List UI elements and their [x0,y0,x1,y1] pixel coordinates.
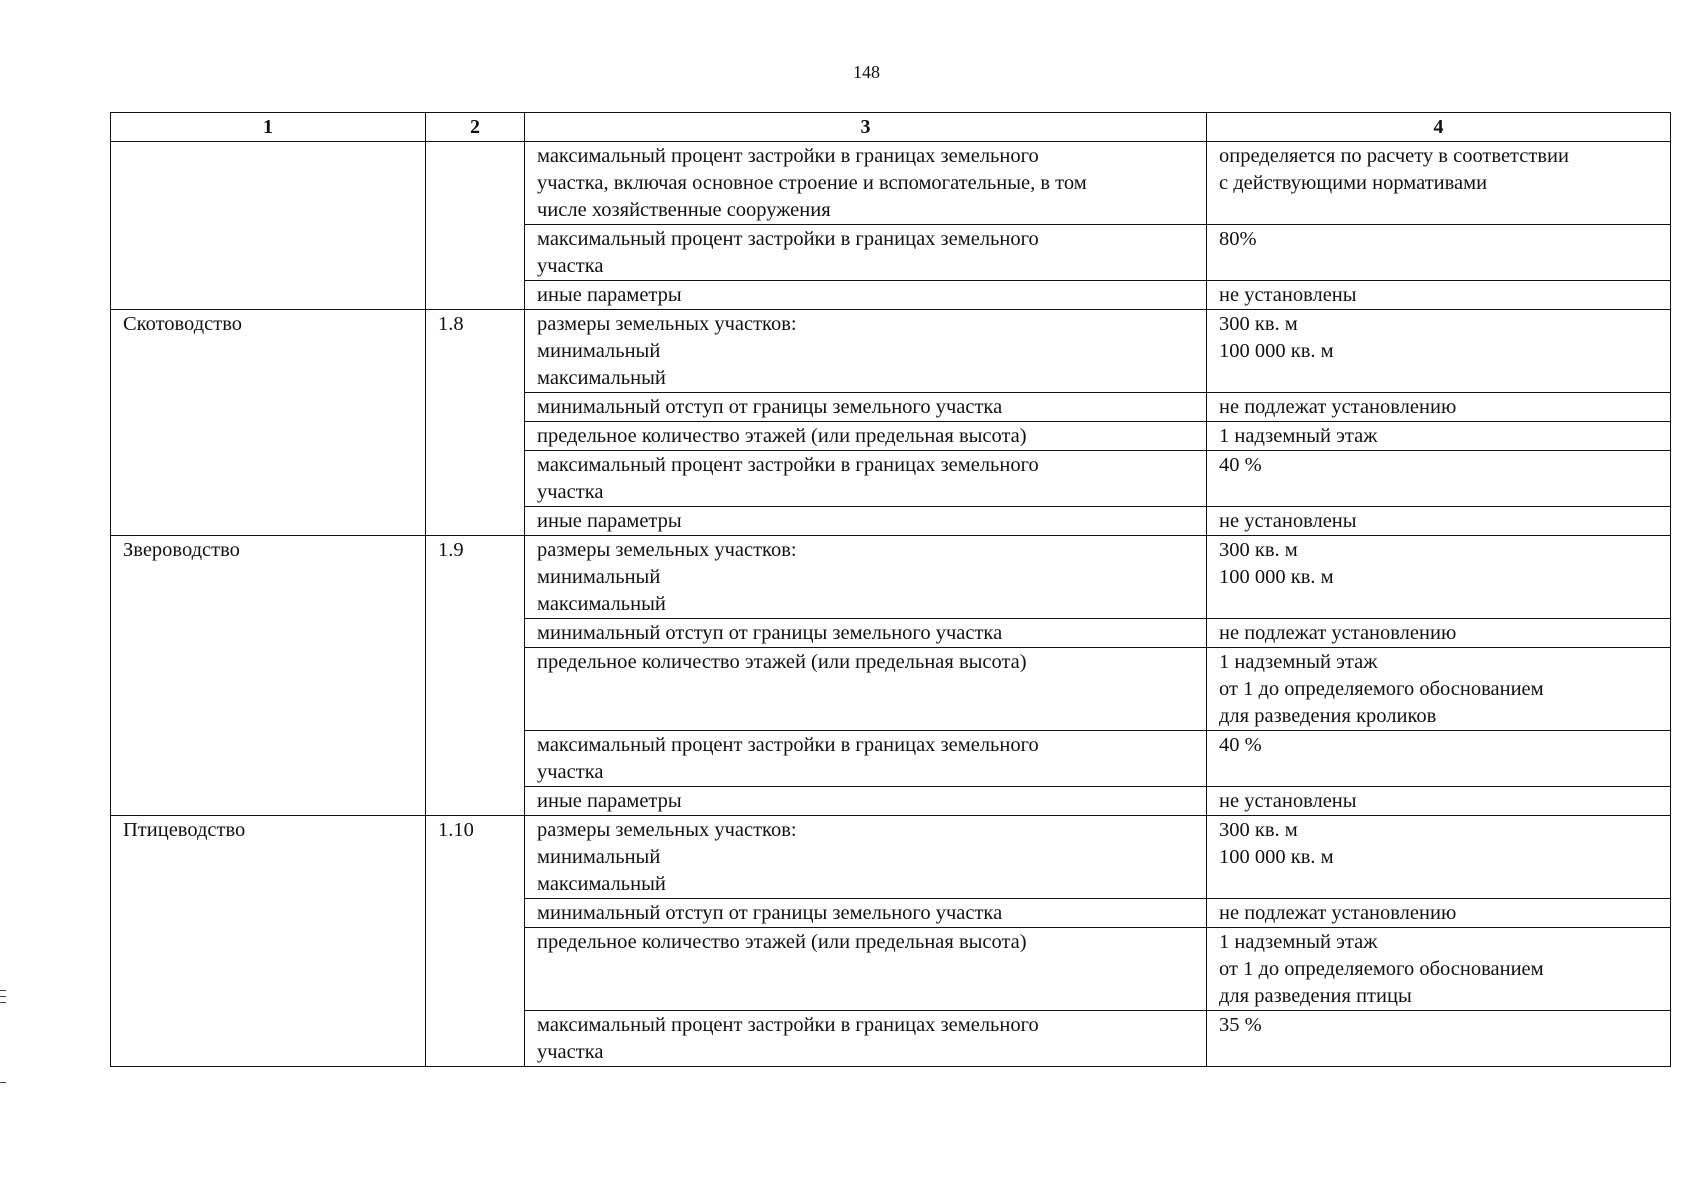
parameter-cell [525,536,1207,619]
cell-text-line: участка [537,481,604,503]
cell-text-line: предельное количество этажей (или предельная высота) [537,931,1027,953]
value-cell [1207,787,1671,816]
cell-text-line: минимальный отступ от границы земельного участка [537,902,1003,924]
header-col-1: 1 [111,113,426,142]
margin-mark [0,1002,6,1003]
activity-code-cell: 1.8 [426,310,525,536]
land-use-parameters-table [110,112,1671,1067]
cell-text-line: участка [537,761,604,783]
parameter-cell [525,281,1207,310]
table-header-row [111,113,1671,142]
page-number [0,62,1697,83]
value-cell [1207,731,1671,787]
activity-name-cell: Птицеводство [111,816,426,1067]
page-number-text: 148 [853,62,880,82]
cell-text-line: 1 надземный этаж [1219,931,1378,953]
activity-name-cell: Скотоводство [111,310,426,536]
cell-text-line: 100 000 кв. м [1219,846,1334,868]
cell-text-line: минимальный отступ от границы земельного участка [537,396,1003,418]
cell-text-line: не установлены [1219,790,1357,812]
cell-text-line: 1 надземный этаж [1219,425,1378,447]
parameter-cell [525,787,1207,816]
cell-text-line: иные параметры [537,510,682,532]
parameter-cell [525,816,1207,899]
cell-text-line: минимальный [537,846,661,868]
table-row [111,816,1671,899]
table-row [111,142,1671,225]
cell-text-line: участка, включая основное строение и вспомогательные, в том [537,172,1087,194]
value-cell [1207,648,1671,731]
parameter-cell [525,393,1207,422]
parameter-cell [525,928,1207,1011]
cell-text-line: 100 000 кв. м [1219,340,1334,362]
margin-mark [0,990,6,991]
value-cell [1207,310,1671,393]
value-cell [1207,1011,1671,1067]
cell-text-line: 300 кв. м [1219,539,1298,561]
cell-text-line: не подлежат установлению [1219,902,1457,924]
cell-text-line: с действующими нормативами [1219,172,1488,194]
cell-text-line: максимальный процент застройки в границах земельного [537,454,1039,476]
cell-text-line: 80% [1219,228,1257,250]
value-cell [1207,393,1671,422]
cell-text-line: 40 % [1219,734,1262,756]
cell-text-line: не подлежат установлению [1219,396,1457,418]
activity-name-cell [111,142,426,310]
value-cell [1207,142,1671,225]
cell-text-line: 1 надземный этаж [1219,651,1378,673]
table-row [111,310,1671,393]
parameter-cell [525,1011,1207,1067]
cell-text-line: определяется по расчету в соответствии [1219,145,1569,167]
cell-text-line: размеры земельных участков: [537,539,797,561]
value-cell [1207,422,1671,451]
parameter-cell [525,619,1207,648]
header-col-2: 2 [426,113,525,142]
cell-text-line: 35 % [1219,1014,1262,1036]
cell-text-line: не подлежат установлению [1219,622,1457,644]
cell-text-line: 100 000 кв. м [1219,566,1334,588]
header-col-4: 4 [1207,113,1671,142]
cell-text-line: максимальный процент застройки в границах земельного [537,734,1039,756]
cell-text-line: от 1 до определяемого обоснованием [1219,958,1544,980]
cell-text-line: иные параметры [537,790,682,812]
activity-code-cell: 1.10 [426,816,525,1067]
cell-text-line: максимальный процент застройки в границах земельного [537,1014,1039,1036]
cell-text-line: максимальный [537,873,666,895]
header-col-3: 3 [525,113,1207,142]
cell-text-line: не установлены [1219,510,1357,532]
value-cell [1207,281,1671,310]
activity-code-cell: 1.9 [426,536,525,816]
parameter-cell [525,731,1207,787]
value-cell [1207,536,1671,619]
value-cell [1207,451,1671,507]
cell-text-line: минимальный отступ от границы земельного участка [537,622,1003,644]
margin-mark [0,996,6,997]
value-cell [1207,507,1671,536]
cell-text-line: 40 % [1219,454,1262,476]
parameter-cell [525,142,1207,225]
parameter-cell [525,225,1207,281]
table-row [111,536,1671,619]
cell-text-line: предельное количество этажей (или предельная высота) [537,651,1027,673]
value-cell [1207,899,1671,928]
value-cell [1207,225,1671,281]
cell-text-line: для разведения кроликов [1219,705,1437,727]
margin-mark [0,1082,6,1083]
table-body [111,142,1671,1067]
parameter-cell [525,310,1207,393]
cell-text-line: максимальный процент застройки в границах земельного [537,228,1039,250]
cell-text-line: минимальный [537,566,661,588]
cell-text-line: размеры земельных участков: [537,819,797,841]
value-cell [1207,816,1671,899]
cell-text-line: участка [537,1041,604,1063]
cell-text-line: числе хозяйственные сооружения [537,199,831,221]
cell-text-line: предельное количество этажей (или предельная высота) [537,425,1027,447]
cell-text-line: участка [537,255,604,277]
cell-text-line: иные параметры [537,284,682,306]
cell-text-line: 300 кв. м [1219,819,1298,841]
cell-text-line: минимальный [537,340,661,362]
cell-text-line: максимальный процент застройки в границах земельного [537,145,1039,167]
cell-text-line: для разведения птицы [1219,985,1412,1007]
cell-text-line: размеры земельных участков: [537,313,797,335]
cell-text-line: максимальный [537,367,666,389]
cell-text-line: от 1 до определяемого обоснованием [1219,678,1544,700]
value-cell [1207,928,1671,1011]
parameter-cell [525,422,1207,451]
activity-code-cell [426,142,525,310]
parameter-cell [525,451,1207,507]
value-cell [1207,619,1671,648]
activity-name-cell: Звероводство [111,536,426,816]
parameter-cell [525,648,1207,731]
parameter-cell [525,899,1207,928]
cell-text-line: не установлены [1219,284,1357,306]
cell-text-line: 300 кв. м [1219,313,1298,335]
parameter-cell [525,507,1207,536]
cell-text-line: максимальный [537,593,666,615]
